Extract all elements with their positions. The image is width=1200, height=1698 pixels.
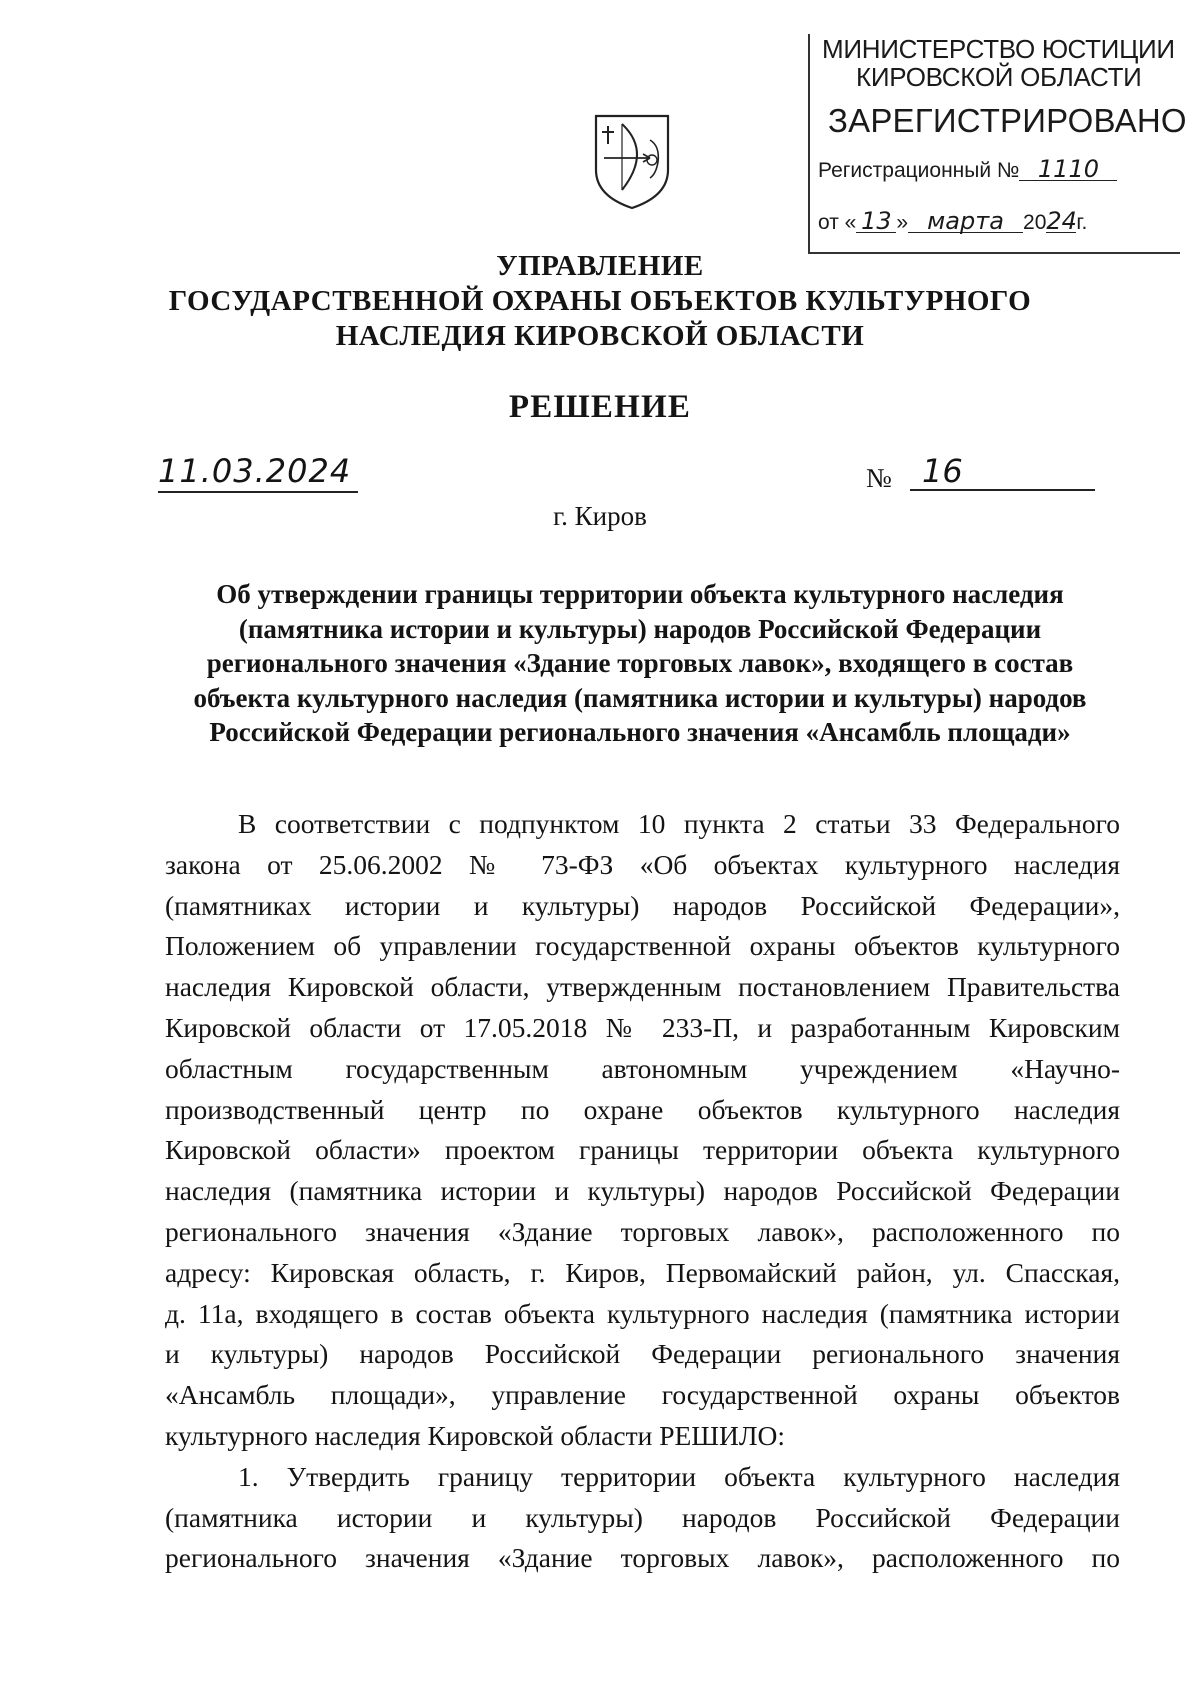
document-number: 16 [910,451,1095,491]
stamp-reg-number-row [818,155,1117,183]
body-line: адресу: Кировская область, г. Киров, Первомайский район, ул. Спасская, [165,1256,1120,1288]
org-name-line-2: ГОСУДАРСТВЕННОЙ ОХРАНЫ ОБЪЕКТОВ КУЛЬТУРНОГО [168,285,1032,317]
title-line: регионального значения «Здание торговых лавок», входящего в состав [206,648,1074,678]
stamp-registered-line: ЗАРЕГИСТРИРОВАНО [828,102,1187,139]
body-line: регионального значения «Здание торговых лавок», расположенного по [165,1215,1120,1247]
body-line: (памятниках истории и культуры) народов Российской Федерации», [165,889,1120,921]
stamp-date-row [818,207,1088,235]
body-line: Кировской области от 17.05.2018 № 233-П, и разработанным Кировским [165,1011,1120,1043]
stamp-suffix: г. [1076,211,1088,234]
title-line: Российской Федерации регионального значения «Ансамбль площади» [209,717,1071,747]
body-line: и культуры) народов Российской Федерации регионального значения [165,1338,1120,1370]
coat-of-arms-icon [592,112,672,210]
body-line: В соответствии с подпунктом 10 пункта 2 статьи 33 Федерального [238,808,1120,839]
body-line: д. 11а, входящего в состав объекта культурного наследия (памятника истории [165,1297,1120,1329]
body-line: регионального значения «Здание торговых лавок», расположенного по [165,1542,1120,1574]
body-line: закона от 25.06.2002 № 73-ФЗ «Об объектах культурного наследия [165,848,1120,880]
document-date: 11.03.2024 [158,451,358,493]
body-line: «Ансамбль площади», управление государственной охраны объектов [165,1379,1120,1411]
stamp-month: марта [908,210,1023,233]
document-body [165,804,1120,1579]
stamp-reg-label: Регистрационный № [818,159,1020,182]
body-line: Положением об управлении государственной охраны объектов культурного [165,930,1120,962]
body-line: Кировской области» проектом границы территории объекта культурного [165,1134,1120,1166]
city-line: г. Киров [553,501,647,531]
stamp-date-prefix: от « [818,211,857,234]
document-type: РЕШЕНИЕ [508,389,692,425]
body-line: производственный центр по охране объектов культурного наследия [165,1093,1120,1125]
body-line: наследия (памятника истории и культуры) народов Российской Федерации [165,1175,1120,1207]
document-title [160,577,1120,750]
stamp-ministry-line: МИНИСТЕРСТВО ЮСТИЦИИ [822,34,1175,64]
body-line: 1. Утвердить границу территории объекта культурного наследия [238,1460,1120,1492]
number-label: № [866,463,892,493]
stamp-year-suffix: 24 [1046,207,1077,235]
org-name-line-1: УПРАВЛЕНИЕ [496,250,704,282]
stamp-reg-number: 1110 [1019,158,1117,181]
stamp-region-line: КИРОВСКОЙ ОБЛАСТИ [856,62,1142,92]
stamp-date-mid: » [896,211,909,234]
org-name-line-3: НАСЛЕДИЯ КИРОВСКОЙ ОБЛАСТИ [335,320,865,352]
body-line: культурного наследия Кировской области РЕШИЛО: [165,1419,786,1451]
stamp-day: 13 [856,210,896,233]
stamp-year-prefix: 20 [1023,211,1047,234]
registration-stamp [808,34,1187,254]
title-line: Об утверждении границы территории объекта культурного наследия [216,579,1064,609]
body-line: областным государственным автономным учреждением «Научно- [165,1052,1120,1084]
title-line: (памятника истории и культуры) народов Российской Федерации [238,613,1042,644]
body-line: (памятника истории и культуры) народов Российской Федерации [165,1501,1120,1533]
title-line: объекта культурного наследия (памятника истории и культуры) народов [193,682,1087,713]
body-line: наследия Кировской области, утвержденным постановлением Правительства [165,971,1120,1003]
